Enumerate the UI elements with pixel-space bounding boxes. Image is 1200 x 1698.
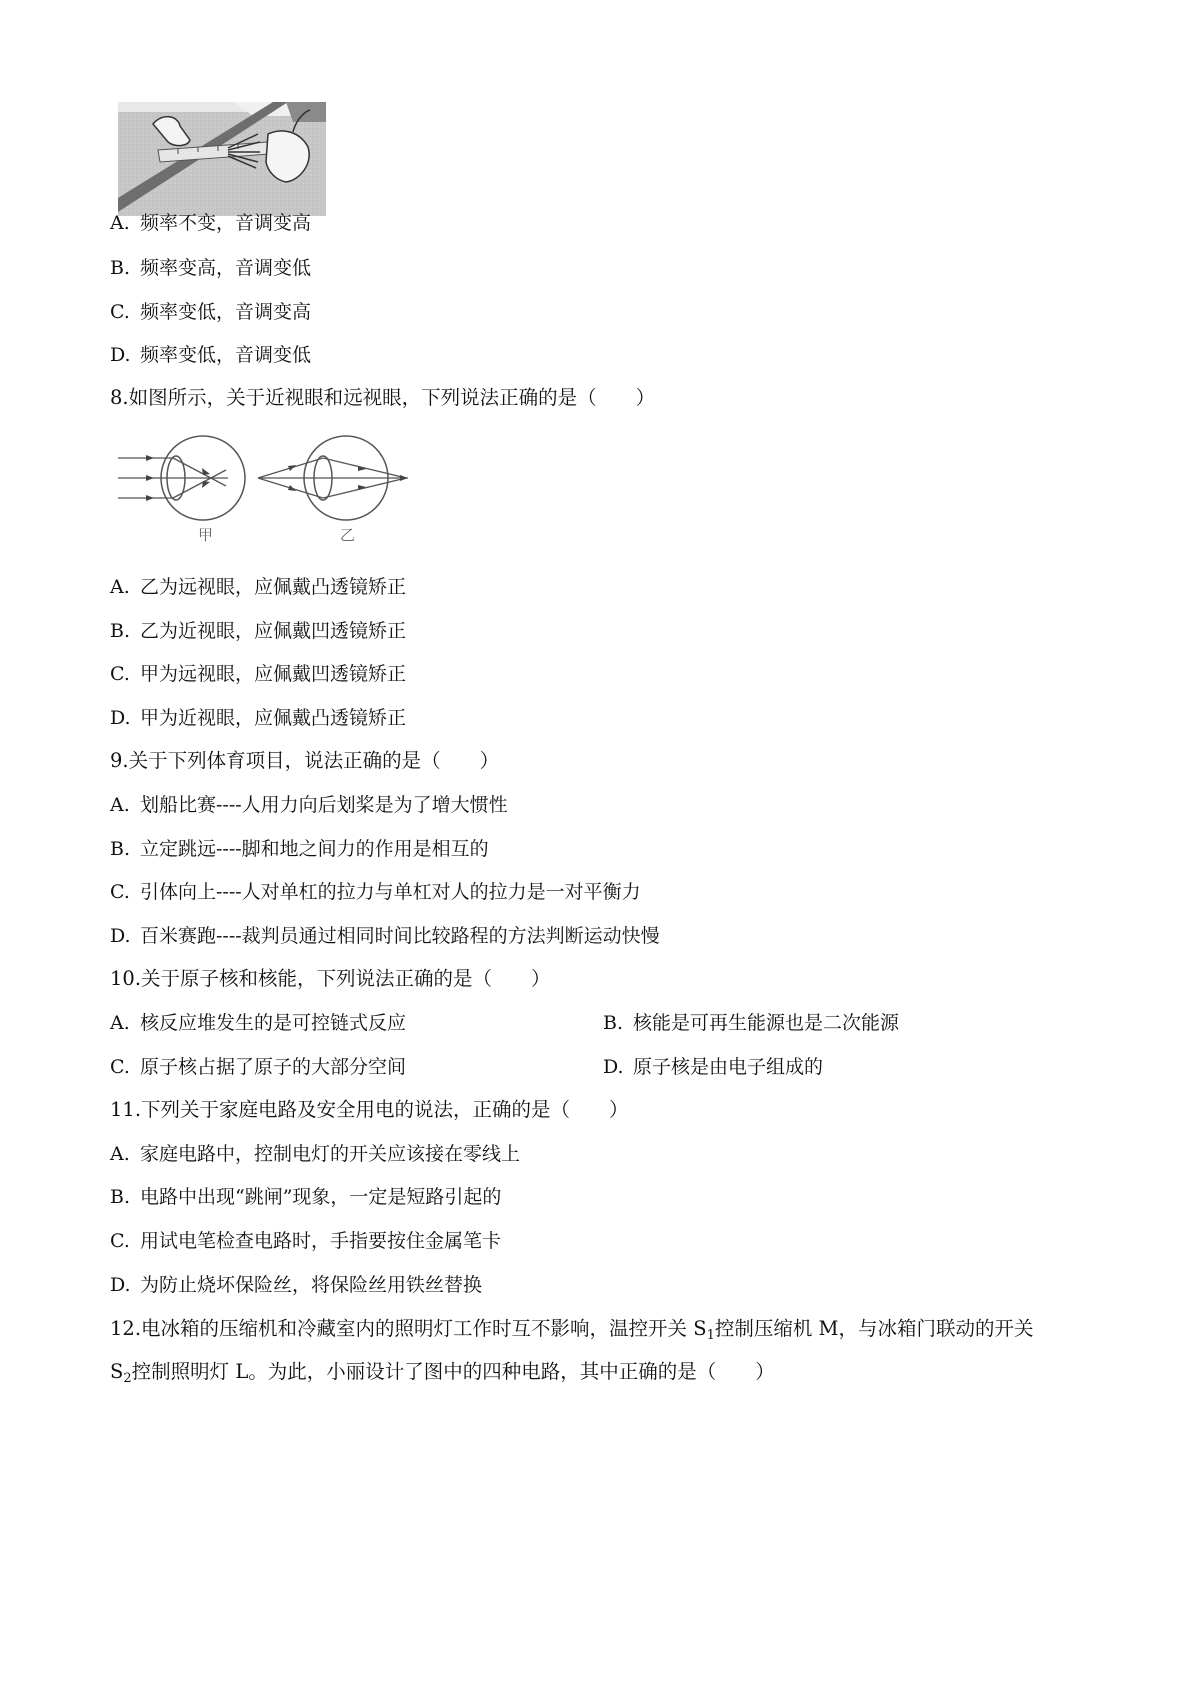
subscript: 1 <box>706 1328 715 1343</box>
q9-option-b <box>110 835 489 863</box>
option-text: 频率变高，音调变低 <box>140 257 312 279</box>
option-text: 乙为远视眼，应佩戴凸透镜矫正 <box>140 576 407 598</box>
q7-option-a <box>110 209 311 237</box>
option-letter: D. <box>110 925 131 947</box>
option-letter: A. <box>110 794 130 816</box>
q9-option-d <box>110 922 660 950</box>
option-letter: C. <box>110 1056 130 1078</box>
q7-option-d <box>110 341 311 369</box>
option-text: 引体向上----人对单杠的拉力与单杠对人的拉力是一对平衡力 <box>140 881 641 903</box>
option-text: 原子核占据了原子的大部分空间 <box>140 1056 407 1078</box>
option-letter: B. <box>603 1012 624 1034</box>
q11-option-a <box>110 1140 520 1168</box>
option-text: 甲为近视眼，应佩戴凸透镜矫正 <box>140 707 407 729</box>
option-letter: B. <box>110 620 131 642</box>
q11-stem: 11.下列关于家庭电路及安全用电的说法，正确的是（ ） <box>110 1098 629 1121</box>
option-text: 原子核是由电子组成的 <box>633 1056 824 1078</box>
q10-option-a <box>110 1009 406 1037</box>
option-text: 乙为近视眼，应佩戴凹透镜矫正 <box>140 620 407 642</box>
q11-option-d <box>110 1271 482 1299</box>
option-letter: A. <box>110 576 130 598</box>
q10-option-c <box>110 1053 406 1081</box>
ruler-experiment-figure <box>118 102 326 216</box>
q10-stem: 10.关于原子核和核能，下列说法正确的是（ ） <box>110 967 551 990</box>
q9-option-c <box>110 878 641 906</box>
option-text: 百米赛跑----裁判员通过相同时间比较路程的方法判断运动快慢 <box>140 925 660 947</box>
q10-option-d <box>603 1053 823 1081</box>
figure-label-jia: 甲 <box>198 526 214 544</box>
option-text: 频率变低，音调变低 <box>140 344 312 366</box>
option-letter: B. <box>110 257 131 279</box>
option-text: 核能是可再生能源也是二次能源 <box>633 1012 900 1034</box>
q12-stem-text: 控制压缩机 M，与冰箱门联动的开关 <box>714 1317 1034 1340</box>
q10-option-b <box>603 1009 899 1037</box>
option-text: 立定跳远----脚和地之间力的作用是相互的 <box>140 838 489 860</box>
option-letter: D. <box>110 707 131 729</box>
q12-stem-line1 <box>110 1315 1034 1343</box>
option-letter: D. <box>603 1056 624 1078</box>
option-letter: C. <box>110 1230 130 1252</box>
q8-option-c <box>110 660 406 688</box>
subscript: 2 <box>123 1371 132 1386</box>
option-letter: B. <box>110 1186 131 1208</box>
option-letter: D. <box>110 1274 131 1296</box>
option-text: 频率不变，音调变高 <box>140 212 312 234</box>
q8-option-a <box>110 573 406 601</box>
q9-option-a <box>110 791 508 819</box>
eye-diagram-figure <box>118 428 418 546</box>
q12-stem-text: S <box>110 1360 124 1383</box>
option-letter: A. <box>110 212 130 234</box>
q12-stem-text: 12.电冰箱的压缩机和冷藏室内的照明灯工作时互不影响，温控开关 S <box>110 1317 707 1340</box>
option-letter: B. <box>110 838 131 860</box>
option-letter: C. <box>110 301 130 323</box>
q7-option-b <box>110 254 311 282</box>
q12-stem-text: 控制照明灯 L。为此，小丽设计了图中的四种电路，其中正确的是（ ） <box>131 1360 775 1383</box>
option-text: 电路中出现“跳闸”现象，一定是短路引起的 <box>140 1186 502 1208</box>
q8-option-b <box>110 617 406 645</box>
option-text: 家庭电路中，控制电灯的开关应该接在零线上 <box>140 1143 521 1165</box>
option-text: 核反应堆发生的是可控链式反应 <box>140 1012 407 1034</box>
q7-option-c <box>110 298 311 326</box>
option-letter: A. <box>110 1012 130 1034</box>
q9-stem: 9.关于下列体育项目，说法正确的是（ ） <box>110 749 500 772</box>
q11-option-b <box>110 1183 501 1211</box>
option-letter: D. <box>110 344 131 366</box>
q11-option-c <box>110 1227 501 1255</box>
option-letter: A. <box>110 1143 130 1165</box>
q8-option-d <box>110 704 406 732</box>
option-letter: C. <box>110 881 130 903</box>
q8-stem: 8.如图所示，关于近视眼和远视眼，下列说法正确的是（ ） <box>110 386 656 409</box>
option-text: 甲为远视眼，应佩戴凹透镜矫正 <box>140 663 407 685</box>
option-text: 用试电笔检查电路时，手指要按住金属笔卡 <box>140 1230 502 1252</box>
q12-stem-line2 <box>110 1358 775 1386</box>
figure-label-yi: 乙 <box>340 526 356 544</box>
option-text: 频率变低，音调变高 <box>140 301 312 323</box>
option-text: 划船比赛----人用力向后划桨是为了增大惯性 <box>140 794 508 816</box>
option-letter: C. <box>110 663 130 685</box>
option-text: 为防止烧坏保险丝，将保险丝用铁丝替换 <box>140 1274 483 1296</box>
